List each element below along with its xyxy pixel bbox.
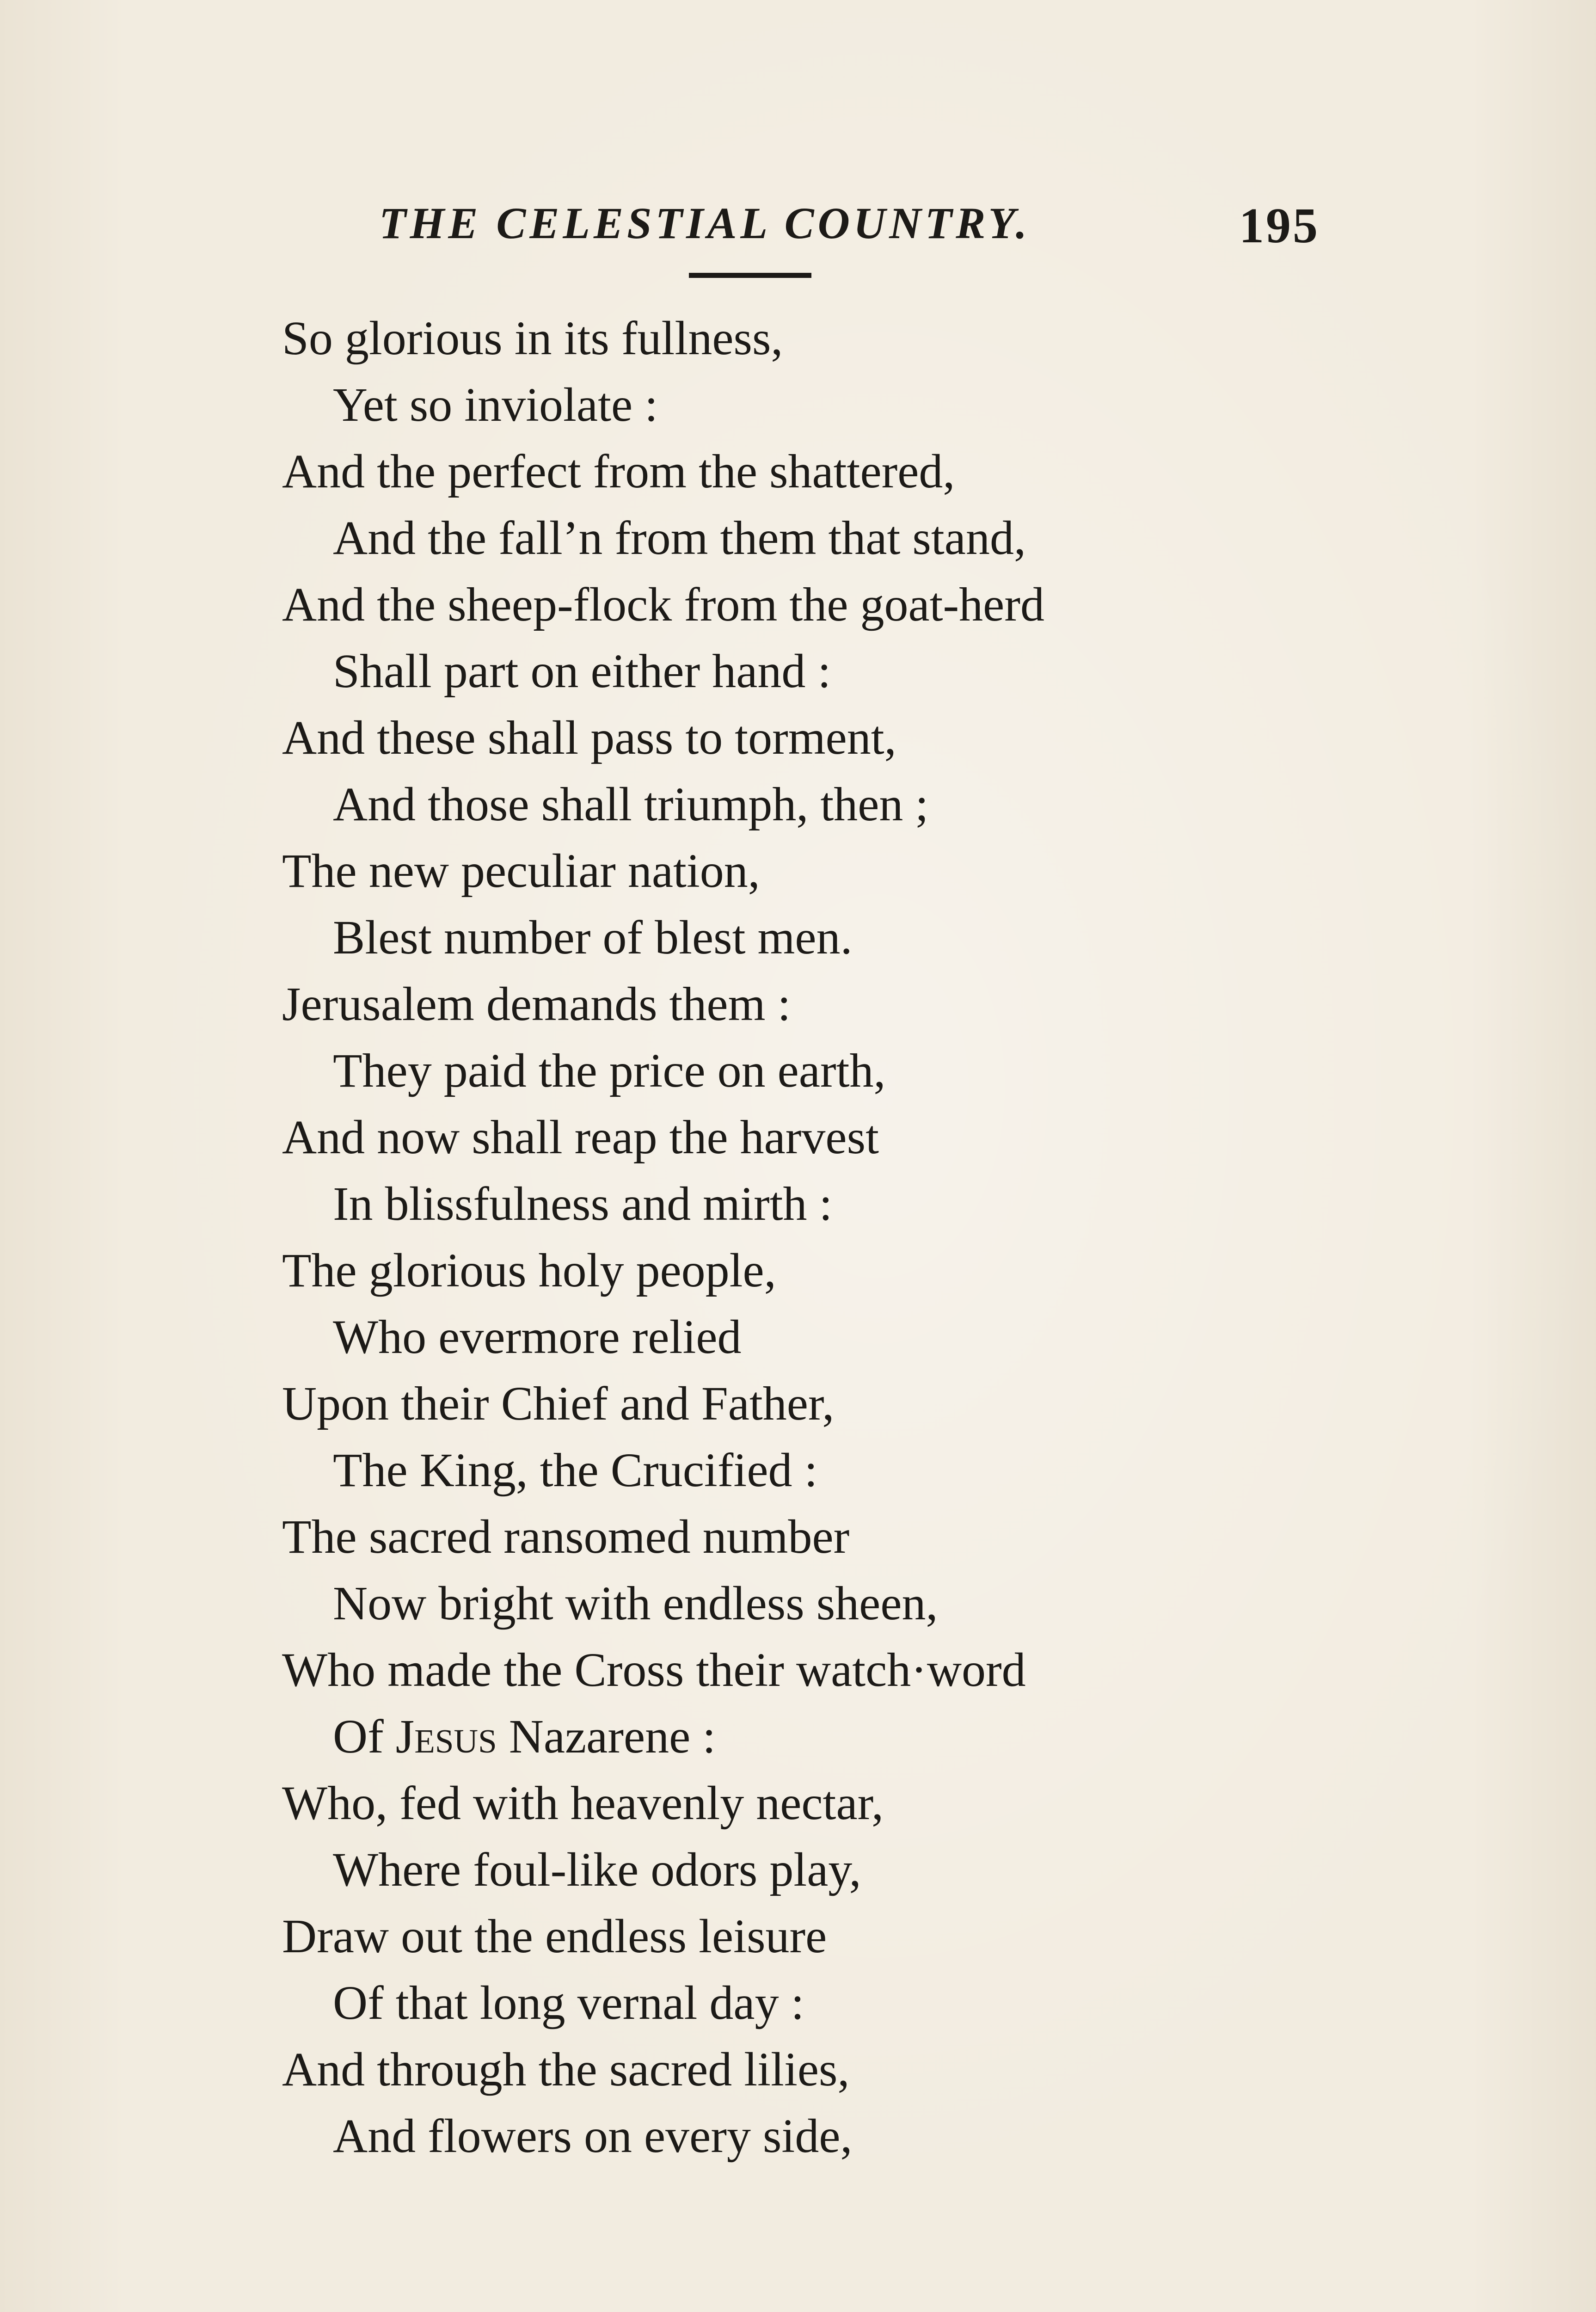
poem-line: Blest number of blest men. <box>333 911 853 964</box>
poem-line: So glorious in its fullness, <box>282 312 783 365</box>
poem-line: Now bright with endless sheen, <box>333 1577 938 1630</box>
poem-line: Where foul-like odors play, <box>333 1843 861 1896</box>
poem-body <box>282 305 1392 2238</box>
poem-line: And flowers on every side, <box>333 2109 853 2163</box>
poem-line: And through the sacred lilies, <box>282 2043 850 2096</box>
poem-line: The glorious holy people, <box>282 1244 776 1297</box>
page-number: 195 <box>1239 198 1320 253</box>
poem-line: They paid the price on earth, <box>333 1044 886 1097</box>
poem-line: Upon their Chief and Father, <box>282 1377 835 1430</box>
poem-line: And the fall’n from them that stand, <box>333 511 1026 565</box>
poem-line: The King, the Crucified : <box>333 1444 818 1497</box>
poem-line <box>333 1703 716 1770</box>
poem-line: Draw out the endless leisure <box>282 1910 827 1963</box>
poem-line: Who evermore relied <box>333 1310 742 1364</box>
poem-line: And now shall reap the harvest <box>282 1111 879 1164</box>
poem-line: Of that long vernal day : <box>333 1976 804 2029</box>
poem-line-word: Of <box>333 1710 384 1763</box>
poem-line: Who made the Cross their watch·word <box>282 1643 1026 1697</box>
poem-line: The sacred ransomed number <box>282 1510 850 1563</box>
poem-line: Who, fed with heavenly nectar, <box>282 1777 884 1830</box>
poem-line: And those shall triumph, then ; <box>333 778 929 831</box>
poem-line: In blissfulness and mirth : <box>333 1177 833 1230</box>
running-head <box>0 193 1596 258</box>
poem-line: Shall part on either hand : <box>333 645 831 698</box>
poem-line: And these shall pass to torment, <box>282 711 896 764</box>
header-rule <box>689 273 811 278</box>
poem-line: The new peculiar nation, <box>282 844 760 898</box>
poem-line: And the sheep-flock from the goat-herd <box>282 578 1044 631</box>
running-title: THE CELESTIAL COUNTRY. <box>379 198 1031 248</box>
poem-line-name-small-caps: Jesus <box>395 1710 497 1763</box>
poem-line-word: Nazarene : <box>509 1710 716 1763</box>
poem-line: Jerusalem demands them : <box>282 978 791 1031</box>
poem-line: And the perfect from the shattered, <box>282 445 955 498</box>
poem-line: Yet so inviolate : <box>333 378 658 431</box>
